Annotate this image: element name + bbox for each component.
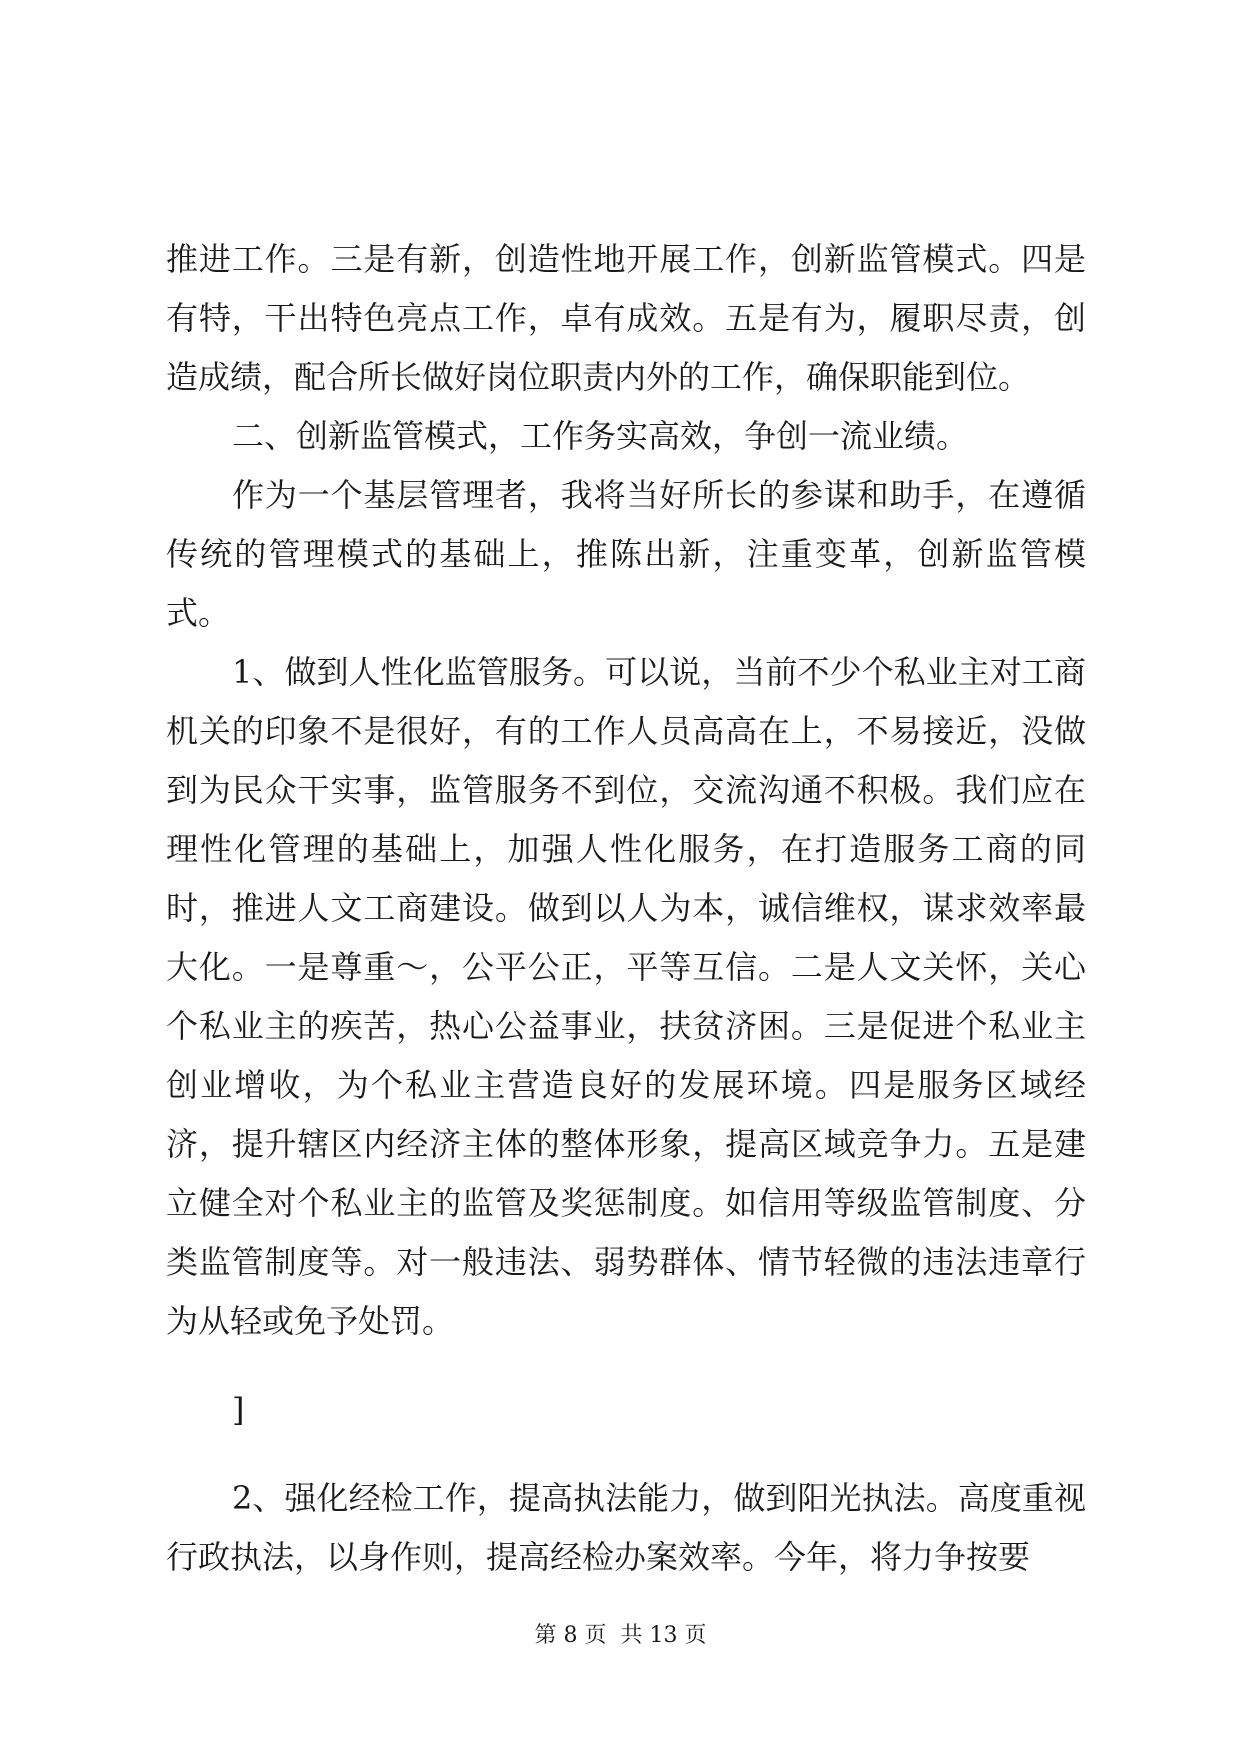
page-number-label: 第 8 页 共 13 页 bbox=[534, 1623, 707, 1648]
page-footer bbox=[0, 1618, 1241, 1649]
paragraph-bracket: ] bbox=[232, 1391, 245, 1429]
paragraph-continuation: 推进工作。三是有新，创造性地开展工作，创新监管模式。四是有特，干出特色亮点工作，卓有成效。五是有为，履职尽责，创造成绩，配合所长做好岗位职责内外的工作，确保职能到位。 bbox=[166, 240, 1086, 396]
paragraph-heading-2: 二、创新监管模式，工作务实高效，争创一流业绩。 bbox=[232, 417, 969, 455]
paragraph-intro: 作为一个基层管理者，我将当好所长的参谋和助手，在遵循传统的管理模式的基础上，推陈出新，注重变革，创新监管模式。 bbox=[166, 476, 1086, 632]
paragraph-item-1: 1、做到人性化监管服务。可以说，当前不少个私业主对工商机关的印象不是很好，有的工作人员高高在上，不易接近，没做到为民众干实事，监管服务不到位，交流沟通不积极。我们应在理性化管理的基础上，加强人性化服务，在打造服务工商的同时，推进人文工商建设。做到以人为本，诚信维权，谋求效率最大化。一是尊重～，公平公正，平等互信。二是人文关怀，关心个私业主的疾苦，热心公益事业，扶贫济困。三是促进个私业主创业增收，为个私业主营造良好的发展环境。四是服务区域经济，提升辖区内经济主体的整体形象，提高区域竞争力。五是建立健全对个私业主的监管及奖惩制度。如信用等级监管制度、分类监管制度等。对一般违法、弱势群体、情节轻微的违法违章行为从轻或免予处罚。 bbox=[166, 653, 1086, 1340]
paragraph-item-2: 2、强化经检工作，提高执法能力，做到阳光执法。高度重视行政执法，以身作则，提高经检办案效率。今年，将力争按要 bbox=[166, 1479, 1086, 1576]
body-text bbox=[166, 230, 1086, 1587]
